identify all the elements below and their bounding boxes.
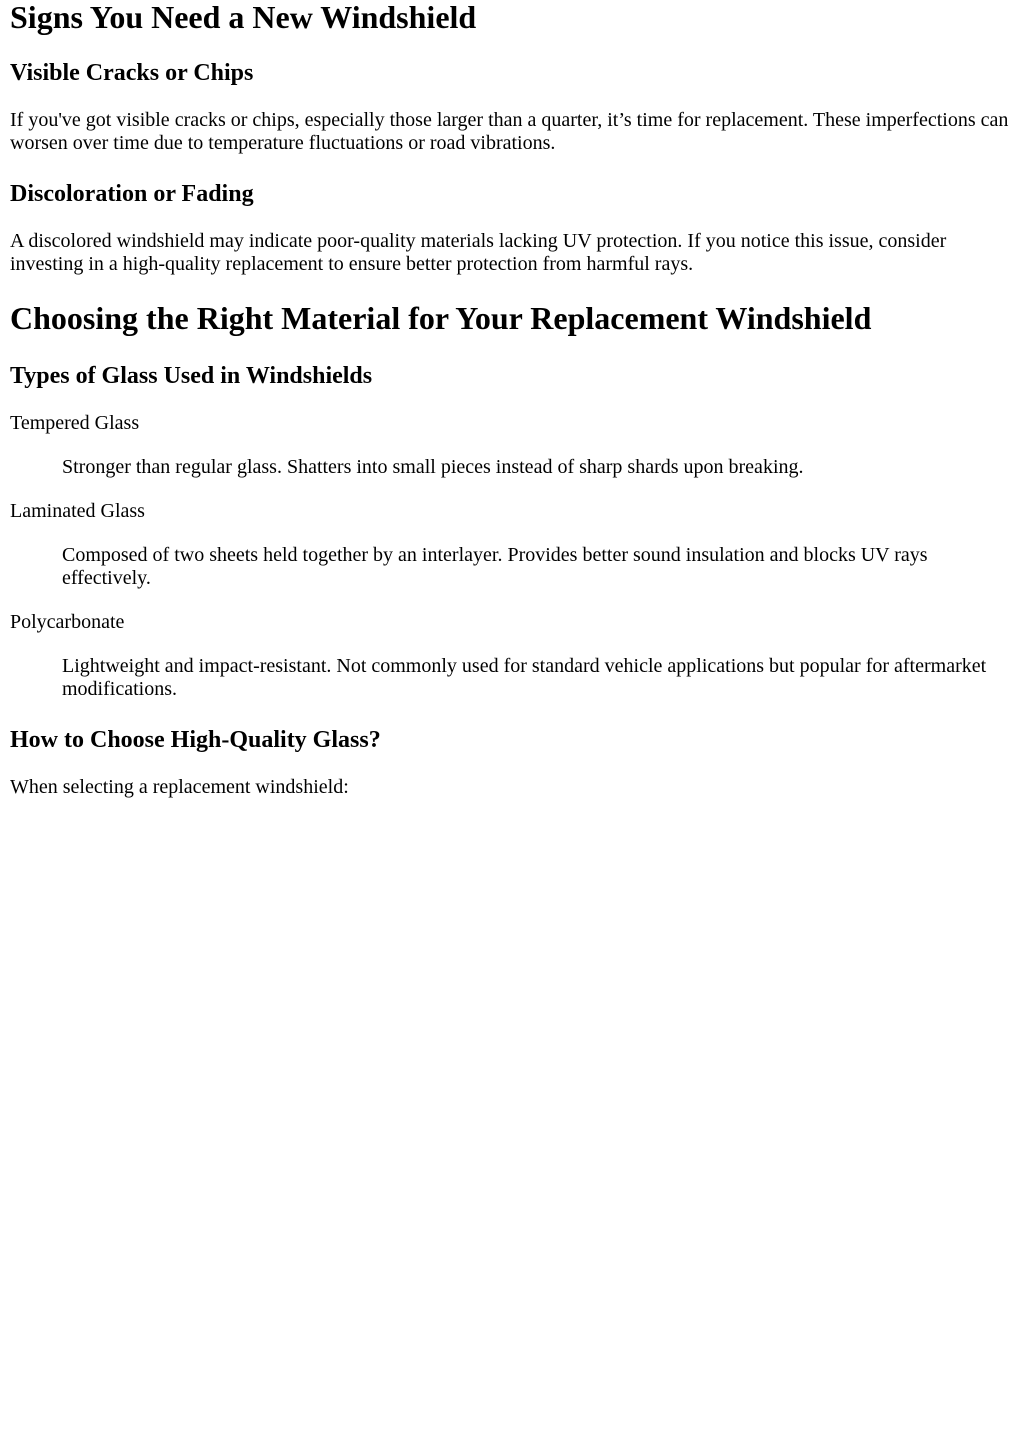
paragraph-discoloration: A discolored windshield may indicate poor-quality materials lacking UV protection. If you notice this issue, consider investing in a high-quality replacement to ensure better protection from harmful rays. <box>10 230 947 275</box>
subheading-choose-high-quality: How to Choose High-Quality Glass? <box>10 727 381 753</box>
paragraph-selecting-windshield: When selecting a replacement windshield: <box>10 776 349 798</box>
description-tempered-glass: Stronger than regular glass. Shatters into small pieces instead of sharp shards upon breaking. <box>62 456 804 478</box>
subheading-visible-cracks: Visible Cracks or Chips <box>10 60 254 86</box>
subheading-types-of-glass: Types of Glass Used in Windshields <box>10 363 373 389</box>
term-polycarbonate: Polycarbonate <box>10 611 125 633</box>
subheading-discoloration: Discoloration or Fading <box>10 181 254 207</box>
term-tempered-glass: Tempered Glass <box>10 412 140 434</box>
description-laminated-glass: Composed of two sheets held together by an interlayer. Provides better sound insulation and blocks UV rays effectively. <box>62 544 928 589</box>
term-laminated-glass: Laminated Glass <box>10 500 145 522</box>
section-heading-signs: Signs You Need a New Windshield <box>10 0 477 35</box>
description-polycarbonate: Lightweight and impact-resistant. Not commonly used for standard vehicle applications but popular for aftermarket modifications. <box>62 655 987 700</box>
glass-types-list <box>10 412 1014 701</box>
paragraph-visible-cracks: If you've got visible cracks or chips, especially those larger than a quarter, it’s time for replacement. These imperfections can worsen over time due to temperature fluctuations or road vibrations. <box>10 109 1009 154</box>
section-heading-choosing-material: Choosing the Right Material for Your Replacement Windshield <box>10 300 872 336</box>
